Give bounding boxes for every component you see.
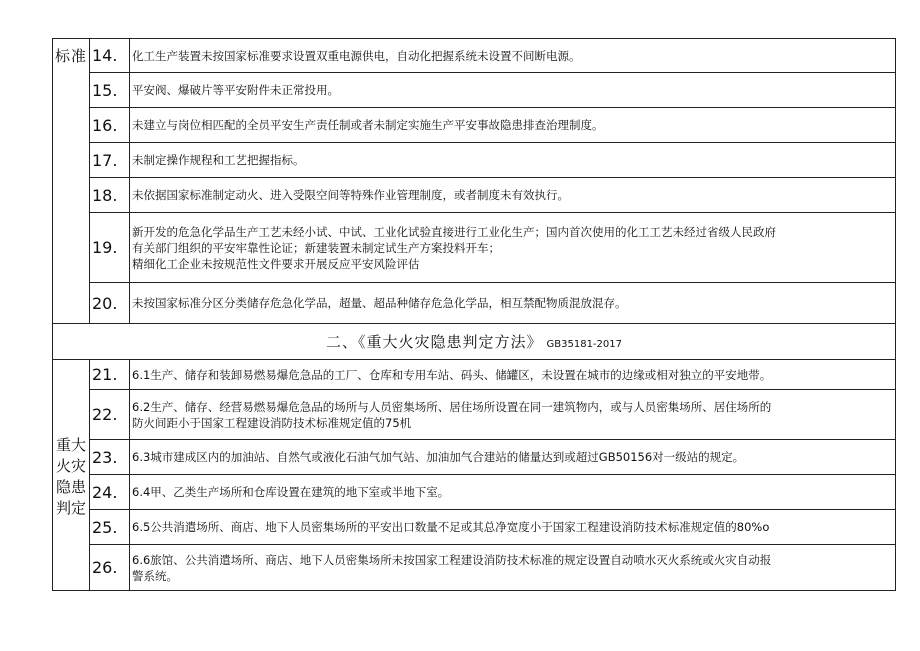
table-row (53, 73, 896, 108)
row-number: 16. (90, 108, 130, 143)
row-text: 未建立与岗位相匹配的全员平安生产责任制或者未制定实施生产平安事故隐患排查治理制度。 (130, 108, 896, 143)
table-row (53, 440, 896, 475)
table-row (53, 390, 896, 440)
row-number: 23. (90, 440, 130, 475)
row-number: 15. (90, 73, 130, 108)
row-number: 20. (90, 283, 130, 324)
row-number: 26. (90, 545, 130, 591)
row-number: 19. (90, 213, 130, 283)
table-row (53, 283, 896, 324)
table-row (53, 475, 896, 510)
section-title (53, 324, 896, 360)
section-header-row (53, 324, 896, 360)
hazard-table (52, 38, 896, 591)
table-row (53, 143, 896, 178)
row-text: 平安阀、爆破片等平安附件未正常投用。 (130, 73, 896, 108)
section-title-main: 二、《重大火灾隐患判定方法》 (326, 333, 543, 351)
category-standard: 标准 (53, 39, 90, 324)
table-row (53, 545, 896, 591)
table-row (53, 178, 896, 213)
row-number: 21. (90, 360, 130, 390)
row-text: 化工生产装置未按国家标准要求设置双重电源供电，自动化把握系统未设置不间断电源。 (130, 39, 896, 73)
section-title-code: GB35181-2017 (546, 339, 622, 350)
row-number: 24. (90, 475, 130, 510)
row-number: 22. (90, 390, 130, 440)
table-row (53, 213, 896, 283)
category-fire-hazard: 重大 火灾 隐患 判定 (53, 360, 90, 591)
table-row (53, 360, 896, 390)
row-text: 6.5公共消遣场所、商店、地下人员密集场所的平安出口数量不足或其总净宽度小于国家工程建设消防技术标准规定值的80%o (130, 510, 896, 545)
row-text: 新开发的危急化学品生产工艺未经小试、中试、工业化试验直接进行工业化生产；国内首次使用的化工工艺未经过省级人民政府 有关部门组织的平安牢靠性论证；新建装置未制定试生产方案投料开车； 精细化工企业未按规范性文件要求开展反应平安风险评估 (130, 213, 896, 283)
row-number: 18. (90, 178, 130, 213)
row-text: 6.4甲、乙类生产场所和仓库设置在建筑的地下室或半地下室。 (130, 475, 896, 510)
row-number: 17. (90, 143, 130, 178)
table-row (53, 510, 896, 545)
row-text: 6.2生产、储存、经营易燃易爆危急品的场所与人员密集场所、居住场所设置在同一建筑物内，或与人员密集场所、居住场所的 防火间距小于国家工程建设消防技术标准规定值的75机 (130, 390, 896, 440)
row-text: 未依据国家标准制定动火、进入受限空间等特殊作业管理制度，或者制度未有效执行。 (130, 178, 896, 213)
row-text: 6.3城市建成区内的加油站、自然气或液化石油气加气站、加油加气合建站的储量达到或超过GB50156对一级站的规定。 (130, 440, 896, 475)
row-text: 未按国家标准分区分类储存危急化学品，超量、超品种储存危急化学品，相互禁配物质混放混存。 (130, 283, 896, 324)
row-number: 14. (90, 39, 130, 73)
row-text: 6.6旅馆、公共消遣场所、商店、地下人员密集场所未按国家工程建设消防技术标准的规定设置自动喷水灭火系统或火灾自动报 警系统。 (130, 545, 896, 591)
row-text: 6.1生产、储存和装卸易燃易爆危急品的工厂、仓库和专用车站、码头、储罐区，未设置在城市的边缘或相对独立的平安地带。 (130, 360, 896, 390)
table-row (53, 39, 896, 73)
row-number: 25. (90, 510, 130, 545)
row-text: 未制定操作规程和工艺把握指标。 (130, 143, 896, 178)
table-row (53, 108, 896, 143)
